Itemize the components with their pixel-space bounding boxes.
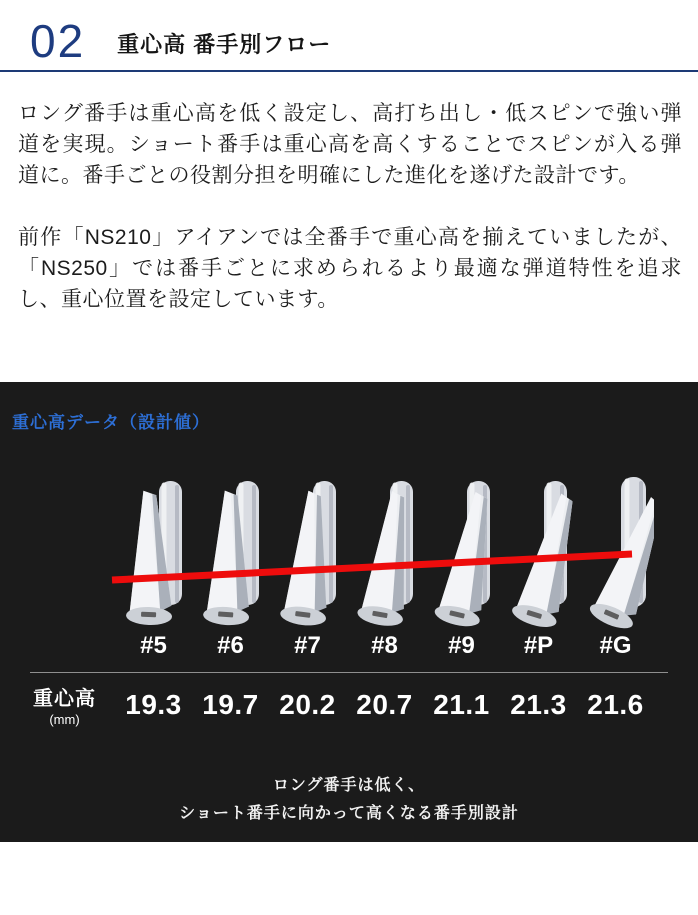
iron-head-image <box>577 474 654 632</box>
panel-title: 重心高データ（設計値） <box>12 413 210 432</box>
iron-head-image <box>269 474 346 632</box>
club-label: #7 <box>294 632 321 659</box>
cg-value: 21.3 <box>510 688 567 720</box>
row-header <box>0 682 115 727</box>
cg-value: 19.3 <box>125 688 182 720</box>
description-paragraph-1: ロング番手は重心高を低く設定し、高打ち出し・低スピンで強い弾道を実現。ショート番手は重心高を高くすることでスピンが入る弾道に。番手ごとの役割分担を明確にした進化を遂げた設計です。 <box>18 102 682 187</box>
row-label: 重心高 <box>33 688 96 710</box>
club-label: #6 <box>217 632 244 659</box>
club-label: #9 <box>448 632 475 659</box>
cg-value: 21.1 <box>433 688 490 720</box>
club-label: #G <box>599 632 632 659</box>
section-number: 02 <box>30 15 86 67</box>
cg-value: 20.2 <box>279 688 336 720</box>
table-separator <box>30 672 668 673</box>
cg-value: 21.6 <box>587 688 644 720</box>
iron-head-image <box>115 474 192 632</box>
cg-height-values-row <box>0 682 698 727</box>
iron-head-image <box>192 474 269 632</box>
cg-height-data-panel <box>0 382 698 842</box>
section-header <box>0 0 698 72</box>
club-label: #5 <box>140 632 167 659</box>
caption-line-2: ショート番手に向かって高くなる番手別設計 <box>179 805 519 822</box>
iron-heads-row <box>115 474 654 632</box>
iron-head-image <box>346 474 423 632</box>
club-label: #P <box>523 632 554 659</box>
club-label: #8 <box>371 632 398 659</box>
iron-head-image <box>500 474 577 632</box>
cg-value: 19.7 <box>202 688 259 720</box>
section-title: 重心高 番手別フロー <box>117 32 332 57</box>
club-number-labels <box>115 632 654 660</box>
caption-line-1: ロング番手は低く、 <box>272 777 426 794</box>
cg-value: 20.7 <box>356 688 413 720</box>
row-unit: (mm) <box>49 712 80 727</box>
iron-head-image <box>423 474 500 632</box>
panel-caption <box>0 772 698 828</box>
description-paragraph-2: 前作「NS210」アイアンでは全番手で重心高を揃えていましたが、「NS250」では番手ごとに求められるより最適な弾道特性を追求し、重心位置を設定しています。 <box>18 226 682 311</box>
